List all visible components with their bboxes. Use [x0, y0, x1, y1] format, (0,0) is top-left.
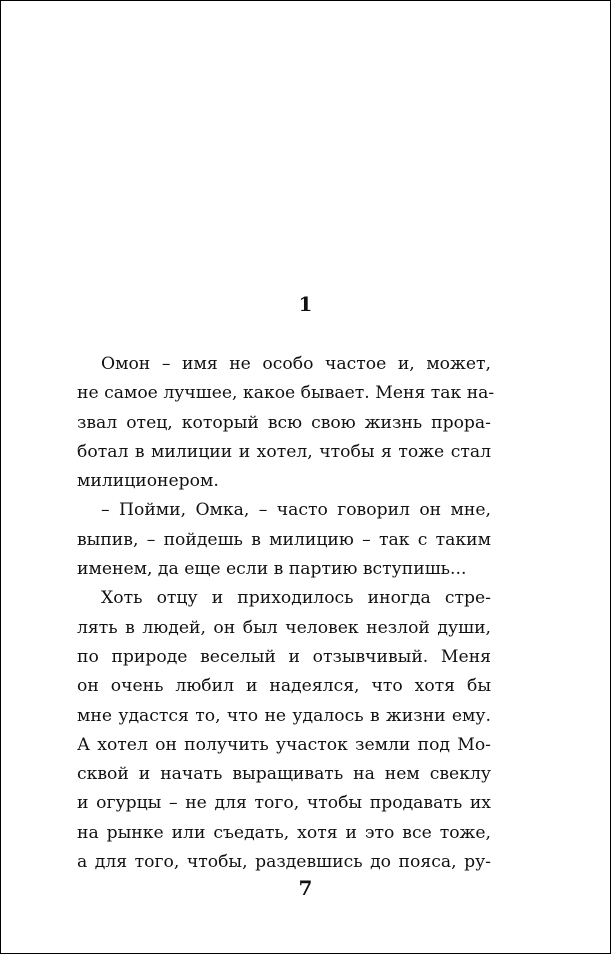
chapter-number: 1	[298, 292, 313, 316]
text-line: лять в людей, он был человек незлой души,	[77, 617, 491, 638]
text-line: сквой и начать выращивать на нем свеклу	[77, 764, 491, 785]
text-line: – Пойми, Омка, – часто говорил он мне,	[101, 500, 491, 521]
text-line: и огурцы – не для того, чтобы продавать их	[77, 793, 491, 814]
text-line: не самое лучшее, какое бывает. Меня так на-	[77, 383, 495, 404]
text-line: Омон – имя не особо частое и, может,	[101, 354, 491, 374]
text-line: милиционером.	[77, 471, 219, 492]
text-line: Хоть отцу и приходилось иногда стре-	[101, 588, 491, 609]
text-line: ботал в милиции и хотел, чтобы я тоже стал	[77, 441, 491, 462]
page-number: 7	[298, 876, 313, 900]
text-line: именем, да еще если в партию вступишь...	[77, 559, 467, 580]
text-line: выпив, – пойдешь в милицию – так с таким	[77, 529, 491, 550]
text-body	[77, 350, 495, 877]
text-line: по природе веселый и отзывчивый. Меня	[77, 646, 491, 667]
text-line: он очень любил и надеялся, что хотя бы	[77, 676, 491, 697]
text-line: А хотел он получить участок земли под Мо-	[77, 734, 491, 755]
text-line: мне удастся то, что не удалось в жизни ему.	[77, 705, 491, 726]
text-line: звал отец, который всю свою жизнь прора-	[77, 412, 491, 433]
text-line: на рынке или съедать, хотя и это все тоже,	[77, 822, 491, 843]
text-line: а для того, чтобы, раздевшись до пояса, ру-	[77, 852, 491, 873]
